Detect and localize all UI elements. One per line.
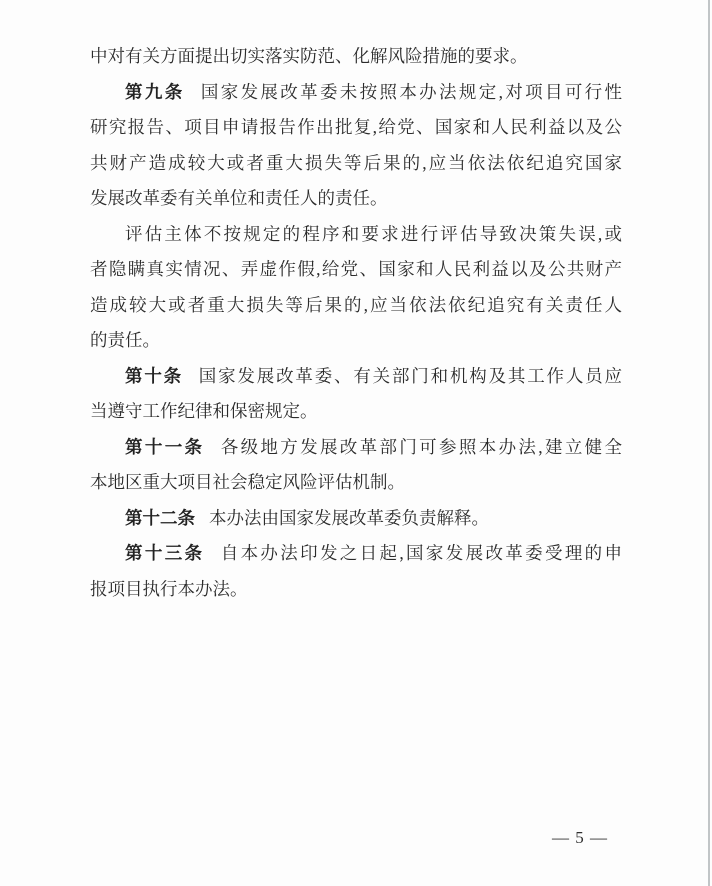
- scan-edge-line: [708, 0, 710, 886]
- text-line: [125, 359, 622, 395]
- text-line: [125, 501, 622, 537]
- text-line: 研究报告、项目申请报告作出批复,给党、国家和人民利益以及公: [90, 117, 622, 137]
- article-number: 第十三条: [125, 543, 205, 563]
- text-line: 发展改革委有关单位和责任人的责任。: [90, 188, 388, 208]
- text-line: 共财产造成较大或者重大损失等后果的,应当依法依纪追究国家: [90, 152, 622, 173]
- text-line: 的责任。: [90, 330, 160, 350]
- text-line: 造成较大或者重大损失等后果的,应当依法依纪追究有关责任人: [90, 294, 622, 315]
- article-number: 第十一条: [125, 436, 205, 457]
- text-run: 国家发展改革委未按照本办法规定,对项目可行性: [198, 81, 623, 102]
- document-body: [90, 39, 622, 607]
- text-line: 本地区重大项目社会稳定风险评估机制。: [90, 472, 405, 492]
- text-line: 评估主体不按规定的程序和要求进行评估导致决策失误,或: [125, 223, 622, 244]
- article-number: 第十条: [125, 365, 183, 386]
- article-number: 第九条: [125, 81, 185, 102]
- text-line: 者隐瞒真实情况、弄虚作假,给党、国家和人民利益以及公共财产: [90, 259, 622, 279]
- text-line: 中对有关方面提出切实落实防范、化解风险措施的要求。: [90, 46, 528, 66]
- text-line: [125, 75, 622, 111]
- text-line: 报项目执行本办法。: [90, 578, 248, 599]
- text-run: 国家发展改革委、有关部门和机构及其工作人员应: [196, 365, 623, 386]
- text-run: 自本办法印发之日起,国家发展改革委受理的申: [218, 543, 623, 563]
- page-number: — 5 —: [552, 828, 608, 847]
- text-line: [125, 536, 622, 572]
- text-run: 各级地方发展改革部门可参照本办法,建立健全: [218, 436, 623, 457]
- text-run: 本办法由国家发展改革委负责解释。: [209, 507, 489, 528]
- text-line: 当遵守工作纪律和保密规定。: [90, 401, 318, 421]
- text-line: [125, 430, 622, 466]
- article-number: 第十二条: [125, 507, 195, 528]
